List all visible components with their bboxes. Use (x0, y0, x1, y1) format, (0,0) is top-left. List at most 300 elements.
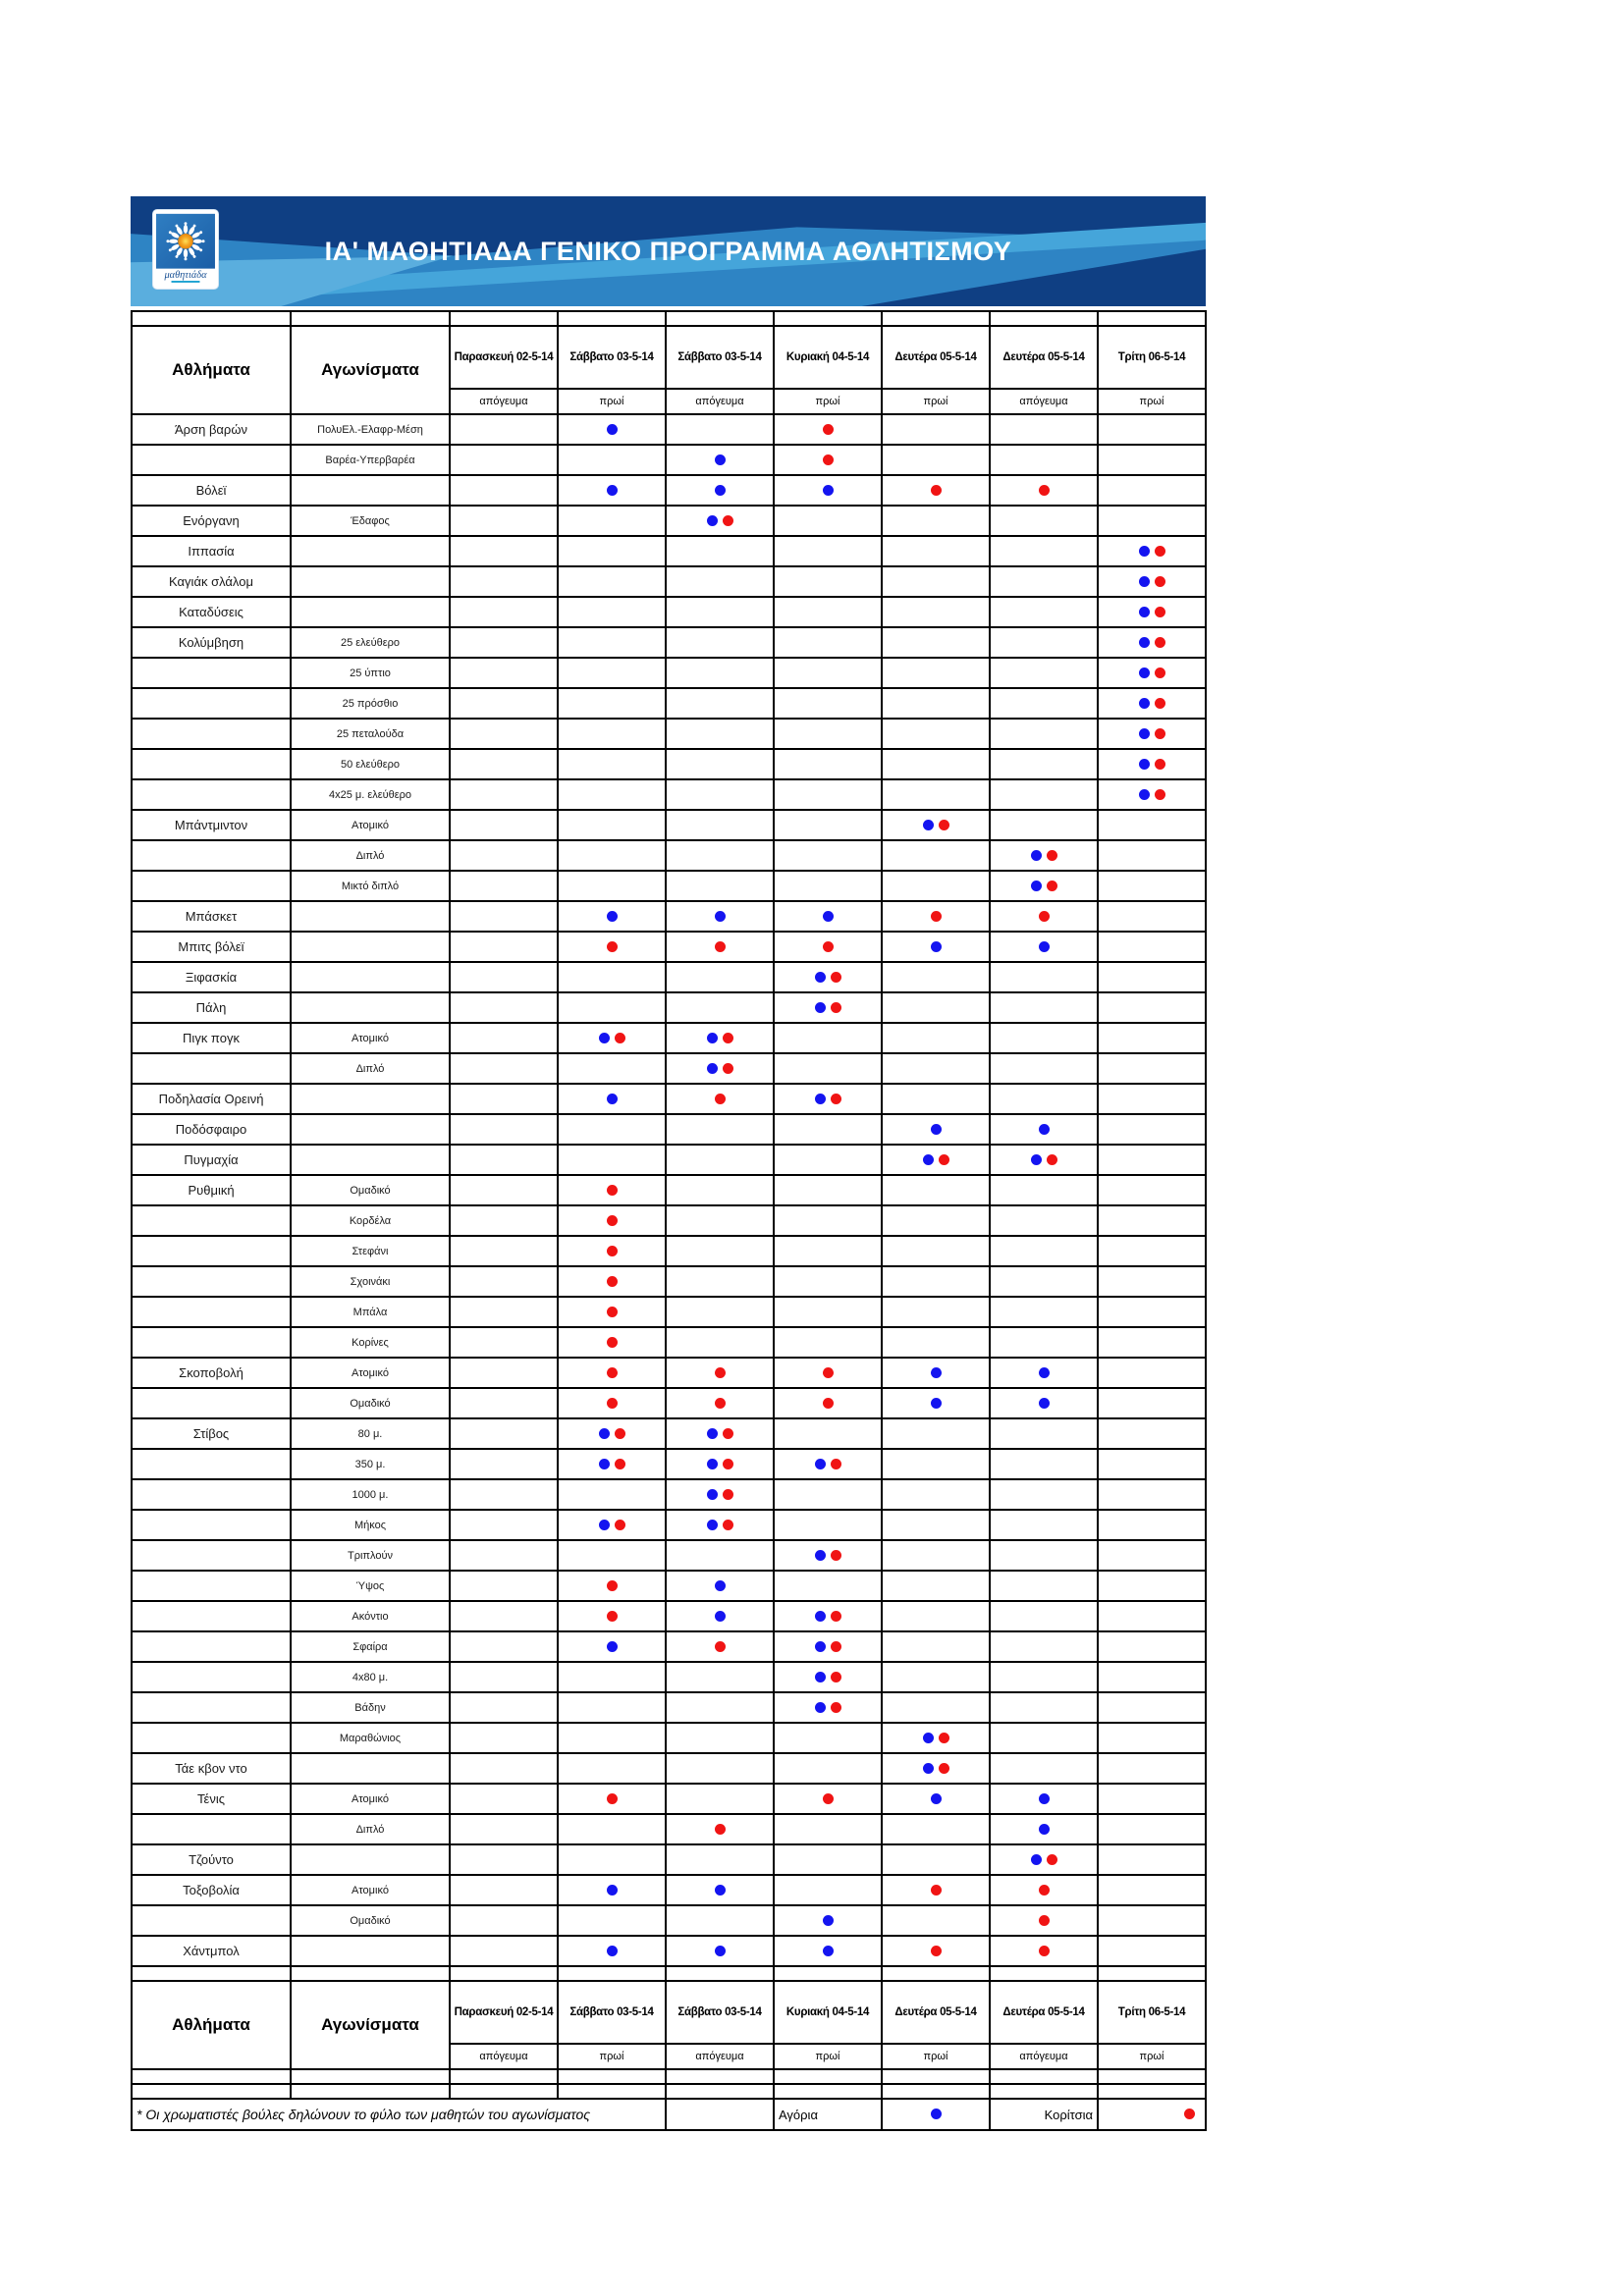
event-cell (291, 1753, 450, 1784)
session-cell (558, 1540, 666, 1571)
session-cell (666, 1784, 774, 1814)
spacer-cell (132, 311, 291, 326)
session-cell (558, 1388, 666, 1418)
session-cell (882, 1571, 990, 1601)
session-date-header: Σάββατο 03-5-14 (558, 326, 666, 389)
girls-dot (607, 1246, 618, 1256)
session-cell (990, 1145, 1098, 1175)
session-cell (450, 1297, 558, 1327)
session-cell (990, 597, 1098, 627)
sports-column-header: Αθλήματα (132, 1981, 291, 2069)
girls-dot (831, 1672, 841, 1682)
session-cell (774, 901, 882, 932)
session-cell (1098, 932, 1206, 962)
session-cell (882, 1175, 990, 1205)
session-cell (1098, 627, 1206, 658)
session-cell (558, 810, 666, 840)
sport-cell: Βόλεϊ (132, 475, 291, 506)
session-cell (1098, 1266, 1206, 1297)
session-cell (450, 1631, 558, 1662)
session-cell (666, 566, 774, 597)
session-cell (1098, 871, 1206, 901)
session-cell (558, 566, 666, 597)
session-time-header: απόγευμα (666, 2044, 774, 2069)
spacer-cell (774, 1966, 882, 1981)
session-cell (882, 779, 990, 810)
spacer-cell (882, 2069, 990, 2084)
event-cell: ΠολυΕλ.-Ελαφρ-Μέση (291, 414, 450, 445)
boys-dot (931, 1398, 942, 1409)
event-cell: Μικτό διπλό (291, 871, 450, 901)
table-row (132, 1875, 1206, 1905)
girls-dot (939, 820, 949, 830)
boys-dot (599, 1520, 610, 1530)
girls-dot (607, 1367, 618, 1378)
boys-dot (607, 1641, 618, 1652)
session-cell (450, 1358, 558, 1388)
session-cell (774, 840, 882, 871)
events-column-header: Αγωνίσματα (291, 1981, 450, 2069)
session-date-header: Σάββατο 03-5-14 (558, 1981, 666, 2044)
session-cell (990, 1631, 1098, 1662)
boys-dot (823, 485, 834, 496)
session-cell (882, 810, 990, 840)
session-cell (558, 1631, 666, 1662)
session-cell (666, 1692, 774, 1723)
event-cell: 350 μ. (291, 1449, 450, 1479)
girls-dot (831, 1641, 841, 1652)
girls-dot (831, 1702, 841, 1713)
boys-dot (707, 1520, 718, 1530)
girls-dot (607, 1337, 618, 1348)
session-cell (450, 1023, 558, 1053)
boys-dot (715, 1580, 726, 1591)
spacer-cell (132, 2069, 291, 2084)
event-cell: Ατομικό (291, 810, 450, 840)
session-cell (450, 932, 558, 962)
girls-dot (823, 941, 834, 952)
girls-dot (1039, 485, 1050, 496)
session-cell (450, 536, 558, 566)
session-cell (558, 1784, 666, 1814)
boys-dot (599, 1428, 610, 1439)
session-cell (558, 1692, 666, 1723)
girls-dot (615, 1520, 625, 1530)
session-cell (774, 1936, 882, 1966)
table-row (132, 871, 1206, 901)
table-row (132, 1388, 1206, 1418)
session-cell (774, 1905, 882, 1936)
boys-dot (815, 1094, 826, 1104)
session-cell (882, 1844, 990, 1875)
session-cell (1098, 901, 1206, 932)
table-row (132, 1753, 1206, 1784)
event-cell (291, 566, 450, 597)
girls-dot (723, 1489, 733, 1500)
girls-dot (607, 1185, 618, 1196)
session-cell (558, 1601, 666, 1631)
boys-dot (823, 1946, 834, 1956)
session-cell (1098, 597, 1206, 627)
session-cell (1098, 1510, 1206, 1540)
event-cell (291, 1936, 450, 1966)
legend-row (132, 2099, 1206, 2130)
session-cell (450, 871, 558, 901)
table-row (132, 810, 1206, 840)
boys-dot (1139, 637, 1150, 648)
session-cell (990, 536, 1098, 566)
girls-dot (931, 1946, 942, 1956)
table-row (132, 1723, 1206, 1753)
event-cell: 25 πεταλούδα (291, 719, 450, 749)
sport-cell (132, 1510, 291, 1540)
boys-dot (815, 972, 826, 983)
event-cell: Μαραθώνιος (291, 1723, 450, 1753)
session-cell (1098, 1723, 1206, 1753)
session-date-header: Δευτέρα 05-5-14 (882, 326, 990, 389)
session-cell (1098, 566, 1206, 597)
session-cell (666, 1601, 774, 1631)
sport-cell (132, 1053, 291, 1084)
session-time-header: πρωί (882, 2044, 990, 2069)
table-row (132, 901, 1206, 932)
table-row (132, 414, 1206, 445)
session-cell (990, 1175, 1098, 1205)
session-cell (1098, 719, 1206, 749)
boys-dot (1031, 850, 1042, 861)
session-cell (882, 871, 990, 901)
girls-dot (823, 424, 834, 435)
boys-dot (1039, 1367, 1050, 1378)
session-cell (558, 658, 666, 688)
session-cell (1098, 1479, 1206, 1510)
boys-dot (707, 1428, 718, 1439)
session-cell (666, 871, 774, 901)
session-date-header: Τρίτη 06-5-14 (1098, 326, 1206, 389)
girls-dot (831, 1094, 841, 1104)
girls-dot (615, 1459, 625, 1469)
event-cell: Βαρέα-Υπερβαρέα (291, 445, 450, 475)
session-cell (774, 1084, 882, 1114)
program-sheet (131, 196, 1206, 2131)
event-cell: Βάδην (291, 1692, 450, 1723)
session-cell (990, 1510, 1098, 1540)
sport-cell: Τάε κβον ντο (132, 1753, 291, 1784)
sport-cell (132, 1631, 291, 1662)
table-row (132, 1601, 1206, 1631)
session-cell (774, 1388, 882, 1418)
session-cell (666, 1236, 774, 1266)
session-cell (774, 566, 882, 597)
session-cell (882, 1784, 990, 1814)
session-cell (666, 1145, 774, 1175)
spacer-cell (1098, 311, 1206, 326)
table-row (132, 1571, 1206, 1601)
table-row (132, 1114, 1206, 1145)
session-cell (774, 1297, 882, 1327)
session-cell (558, 1844, 666, 1875)
girls-dot (1047, 850, 1057, 861)
girls-dot (1155, 607, 1165, 617)
table-row (132, 962, 1206, 992)
session-cell (450, 1814, 558, 1844)
spacer-cell (132, 1966, 291, 1981)
session-cell (666, 1114, 774, 1145)
boys-dot (815, 1672, 826, 1682)
table-row (132, 658, 1206, 688)
sport-cell: Καταδύσεις (132, 597, 291, 627)
session-cell (990, 658, 1098, 688)
session-cell (450, 1844, 558, 1875)
session-cell (666, 840, 774, 871)
spacer-cell (1098, 2069, 1206, 2084)
session-cell (882, 719, 990, 749)
session-cell (882, 1236, 990, 1266)
girls-dot (1039, 1915, 1050, 1926)
girls-dot (1155, 728, 1165, 739)
session-cell (558, 1753, 666, 1784)
session-cell (990, 1205, 1098, 1236)
table-row (132, 536, 1206, 566)
boys-dot (607, 1946, 618, 1956)
table-row (132, 627, 1206, 658)
session-cell (558, 901, 666, 932)
boys-dot (1039, 1793, 1050, 1804)
girls-dot (607, 1398, 618, 1409)
session-date-header: Σάββατο 03-5-14 (666, 1981, 774, 2044)
spacer-cell (132, 2084, 291, 2099)
events-column-header: Αγωνίσματα (291, 326, 450, 414)
session-cell (666, 1844, 774, 1875)
spacer-cell (882, 1966, 990, 1981)
spacer-row (132, 2084, 1206, 2099)
session-cell (558, 1266, 666, 1297)
session-date-header: Τρίτη 06-5-14 (1098, 1981, 1206, 2044)
boys-dot (1139, 546, 1150, 557)
session-cell (990, 414, 1098, 445)
session-cell (450, 1418, 558, 1449)
session-cell (990, 1936, 1098, 1966)
sport-cell: Μπάντμιντον (132, 810, 291, 840)
session-cell (882, 992, 990, 1023)
table-row (132, 688, 1206, 719)
session-cell (1098, 1814, 1206, 1844)
session-cell (990, 1358, 1098, 1388)
table-row (132, 932, 1206, 962)
session-cell (882, 1053, 990, 1084)
session-cell (450, 475, 558, 506)
boys-dot (715, 911, 726, 922)
session-cell (990, 1662, 1098, 1692)
spacer-cell (558, 311, 666, 326)
session-cell (666, 1205, 774, 1236)
event-cell: 25 πρόσθιο (291, 688, 450, 719)
session-cell (774, 1327, 882, 1358)
session-cell (990, 1844, 1098, 1875)
session-cell (882, 1023, 990, 1053)
session-cell (666, 749, 774, 779)
session-cell (990, 1601, 1098, 1631)
table-row (132, 1662, 1206, 1692)
session-cell (882, 1084, 990, 1114)
session-cell (774, 536, 882, 566)
session-cell (666, 627, 774, 658)
session-cell (558, 779, 666, 810)
table-row (132, 779, 1206, 810)
boys-dot (1139, 607, 1150, 617)
session-cell (882, 932, 990, 962)
boys-dot (1139, 667, 1150, 678)
table-row (132, 1358, 1206, 1388)
boys-dot (607, 1885, 618, 1896)
session-cell (1098, 658, 1206, 688)
session-cell (666, 536, 774, 566)
girls-dot (715, 1641, 726, 1652)
table-row (132, 1844, 1206, 1875)
girls-dot (931, 485, 942, 496)
spacer-cell (558, 1966, 666, 1981)
girls-dot (1184, 2109, 1195, 2119)
session-cell (450, 840, 558, 871)
boys-dot (715, 1946, 726, 1956)
table-row (132, 1053, 1206, 1084)
session-cell (1098, 1327, 1206, 1358)
session-cell (882, 1814, 990, 1844)
session-cell (666, 1023, 774, 1053)
session-cell (666, 1905, 774, 1936)
session-cell (558, 1114, 666, 1145)
session-cell (1098, 688, 1206, 719)
session-cell (774, 1571, 882, 1601)
session-cell (990, 1479, 1098, 1510)
event-cell (291, 962, 450, 992)
boys-dot (815, 1002, 826, 1013)
page-title: ΙΑ' ΜΑΘΗΤΙΑΔΑ ΓΕΝΙΚΟ ΠΡΟΓΡΑΜΜΑ ΑΘΛΗΤΙΣΜΟΥ (324, 236, 1012, 266)
session-cell (666, 1631, 774, 1662)
bottom-header-group (132, 1966, 1206, 2130)
session-cell (882, 1601, 990, 1631)
boys-dot (815, 1611, 826, 1622)
session-cell (774, 1510, 882, 1540)
sport-cell (132, 840, 291, 871)
table-row (132, 1449, 1206, 1479)
girls-dot (1155, 546, 1165, 557)
session-cell (774, 1844, 882, 1875)
girls-dot (931, 911, 942, 922)
boys-dot (823, 911, 834, 922)
session-cell (990, 779, 1098, 810)
session-cell (1098, 749, 1206, 779)
session-cell (558, 719, 666, 749)
session-cell (1098, 1297, 1206, 1327)
session-cell (1098, 1023, 1206, 1053)
session-cell (882, 1692, 990, 1723)
session-cell (666, 445, 774, 475)
session-cell (774, 597, 882, 627)
session-cell (450, 1145, 558, 1175)
session-cell (774, 658, 882, 688)
session-cell (882, 597, 990, 627)
session-cell (558, 688, 666, 719)
legend-note: * Οι χρωματιστές βούλες δηλώνουν το φύλο των μαθητών του αγωνίσματος (132, 2099, 666, 2130)
session-cell (1098, 536, 1206, 566)
session-cell (450, 1114, 558, 1145)
girls-dot (931, 1885, 942, 1896)
session-cell (990, 1540, 1098, 1571)
table-row (132, 1236, 1206, 1266)
session-cell (774, 1114, 882, 1145)
boys-dot (1039, 1398, 1050, 1409)
event-cell (291, 1084, 450, 1114)
session-time-header: πρωί (558, 389, 666, 414)
boys-dot (815, 1459, 826, 1469)
event-cell: Έδαφος (291, 506, 450, 536)
girls-dot (607, 1215, 618, 1226)
girls-dot (831, 1459, 841, 1469)
schedule-rows (132, 414, 1206, 1966)
boys-dot (715, 454, 726, 465)
sport-cell (132, 1266, 291, 1297)
session-cell (558, 597, 666, 627)
boys-dot (707, 1033, 718, 1043)
session-cell (666, 1875, 774, 1905)
session-cell (558, 1053, 666, 1084)
session-cell (990, 840, 1098, 871)
session-cell (666, 1084, 774, 1114)
session-cell (558, 1205, 666, 1236)
event-cell: Μήκος (291, 1510, 450, 1540)
session-cell (666, 1418, 774, 1449)
session-cell (882, 566, 990, 597)
session-cell (450, 1175, 558, 1205)
session-cell (990, 475, 1098, 506)
sport-cell (132, 1540, 291, 1571)
girls-dot (723, 1459, 733, 1469)
girls-dot (723, 1033, 733, 1043)
session-cell (450, 1540, 558, 1571)
event-cell (291, 1844, 450, 1875)
spacer-cell (291, 311, 450, 326)
boys-dot (1139, 576, 1150, 587)
session-cell (450, 414, 558, 445)
sport-cell (132, 688, 291, 719)
table-row (132, 992, 1206, 1023)
session-cell (990, 871, 1098, 901)
session-cell (774, 445, 882, 475)
session-cell (558, 1936, 666, 1966)
sport-cell: Ποδόσφαιρο (132, 1114, 291, 1145)
table-row (132, 506, 1206, 536)
session-cell (774, 719, 882, 749)
session-cell (1098, 1449, 1206, 1479)
spacer-cell (990, 2069, 1098, 2084)
boys-dot (1031, 1154, 1042, 1165)
session-cell (1098, 1905, 1206, 1936)
session-cell (558, 445, 666, 475)
session-cell (990, 1449, 1098, 1479)
session-cell (774, 1753, 882, 1784)
event-cell: Ακόντιο (291, 1601, 450, 1631)
session-cell (882, 627, 990, 658)
girls-dot (615, 1033, 625, 1043)
session-cell (882, 1723, 990, 1753)
event-cell (291, 597, 450, 627)
session-cell (450, 597, 558, 627)
session-cell (882, 1327, 990, 1358)
event-cell: Ομαδικό (291, 1905, 450, 1936)
boys-dot (1031, 881, 1042, 891)
event-cell: 1000 μ. (291, 1479, 450, 1510)
